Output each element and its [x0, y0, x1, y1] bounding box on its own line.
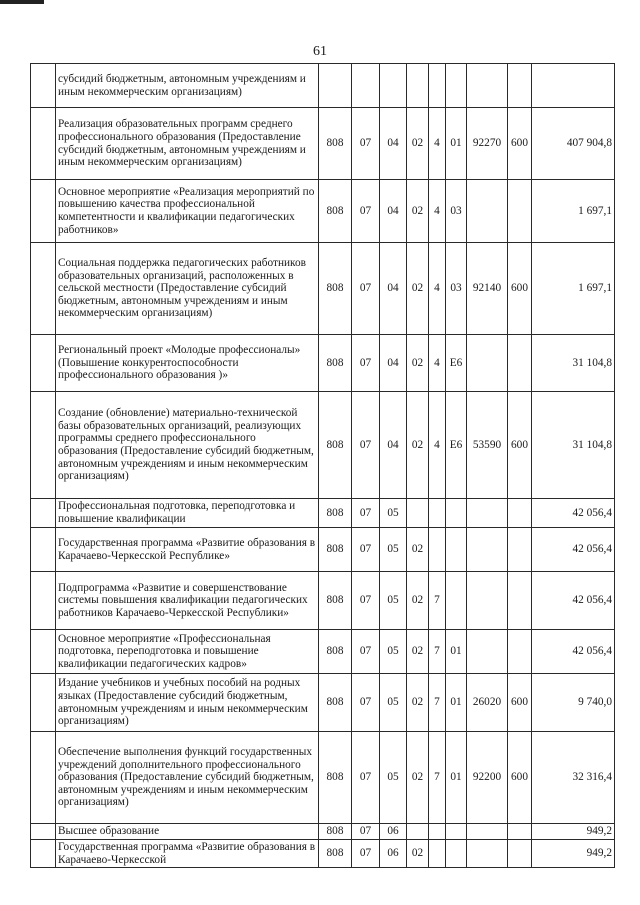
- row-code-program: 02: [407, 572, 429, 630]
- row-code-razdel: 07: [352, 108, 380, 180]
- table-row: [31, 572, 615, 630]
- row-code-grs: 808: [319, 674, 352, 732]
- row-code-grs: 808: [319, 499, 352, 528]
- row-code-expense-type: [508, 499, 532, 528]
- row-code-direction: 92270: [467, 108, 508, 180]
- row-code-razdel: [352, 64, 380, 108]
- row-blank-cell: [31, 674, 56, 732]
- row-sum: 31 104,8: [532, 335, 615, 392]
- table-row: [31, 335, 615, 392]
- row-code-program: 02: [407, 840, 429, 868]
- row-code-event: [446, 499, 467, 528]
- row-code-razdel: 07: [352, 180, 380, 243]
- row-code-direction: 26020: [467, 674, 508, 732]
- table-row: [31, 824, 615, 840]
- row-code-program: 02: [407, 674, 429, 732]
- table-row: [31, 630, 615, 674]
- row-code-expense-type: [508, 335, 532, 392]
- row-sum: 42 056,4: [532, 630, 615, 674]
- row-name: Издание учебников и учебных пособий на родных языках (Предоставление субсидий бюджетным, автономным учреждениям и иным некоммерческим организациям): [56, 674, 319, 732]
- row-blank-cell: [31, 732, 56, 824]
- row-code-event: [446, 840, 467, 868]
- row-code-podrazdel: 04: [380, 335, 407, 392]
- row-code-razdel: 07: [352, 630, 380, 674]
- row-code-grs: 808: [319, 840, 352, 868]
- row-code-podrazdel: 05: [380, 499, 407, 528]
- table-row: [31, 674, 615, 732]
- row-code-podrazdel: 05: [380, 528, 407, 572]
- row-code-direction: [467, 180, 508, 243]
- row-code-expense-type: 600: [508, 732, 532, 824]
- row-code-expense-type: [508, 824, 532, 840]
- row-sum: 1 697,1: [532, 243, 615, 335]
- row-code-razdel: 07: [352, 732, 380, 824]
- row-blank-cell: [31, 243, 56, 335]
- table-row: [31, 108, 615, 180]
- row-code-subprogram: [429, 64, 446, 108]
- row-code-razdel: 07: [352, 674, 380, 732]
- row-name: Основное мероприятие «Профессиональная подготовка, переподготовка и повышение квалификации педагогических кадров»: [56, 630, 319, 674]
- table-row: [31, 840, 615, 868]
- row-code-event: 03: [446, 243, 467, 335]
- row-blank-cell: [31, 824, 56, 840]
- row-code-subprogram: 4: [429, 335, 446, 392]
- row-code-grs: 808: [319, 528, 352, 572]
- row-code-event: E6: [446, 335, 467, 392]
- budget-table-body: [31, 64, 615, 868]
- row-code-program: 02: [407, 630, 429, 674]
- row-sum: 31 104,8: [532, 392, 615, 499]
- row-name: Социальная поддержка педагогических работников образовательных организаций, расположенных в сельской местности (Предоставление субсидий бюджетным, автономным учреждениям и иным некоммерческим организациям): [56, 243, 319, 335]
- row-code-subprogram: 7: [429, 572, 446, 630]
- row-code-grs: [319, 64, 352, 108]
- row-code-subprogram: 4: [429, 392, 446, 499]
- row-code-event: 01: [446, 630, 467, 674]
- row-code-direction: [467, 335, 508, 392]
- row-code-podrazdel: [380, 64, 407, 108]
- row-code-direction: 53590: [467, 392, 508, 499]
- row-name: субсидий бюджетным, автономным учреждениям и иным некоммерческим организациям): [56, 64, 319, 108]
- row-code-event: [446, 64, 467, 108]
- row-code-grs: 808: [319, 180, 352, 243]
- row-blank-cell: [31, 840, 56, 868]
- row-code-event: 03: [446, 180, 467, 243]
- table-row: [31, 180, 615, 243]
- row-code-podrazdel: 05: [380, 732, 407, 824]
- row-code-subprogram: 7: [429, 630, 446, 674]
- row-code-subprogram: [429, 840, 446, 868]
- row-code-razdel: 07: [352, 335, 380, 392]
- row-code-subprogram: [429, 824, 446, 840]
- row-code-subprogram: 7: [429, 732, 446, 824]
- row-code-direction: 92200: [467, 732, 508, 824]
- row-code-subprogram: 7: [429, 674, 446, 732]
- row-code-subprogram: [429, 499, 446, 528]
- row-name: Основное мероприятие «Реализация мероприятий по повышению качества профессиональной компетентности и квалификации педагогических работников»: [56, 180, 319, 243]
- row-blank-cell: [31, 392, 56, 499]
- row-code-program: 02: [407, 180, 429, 243]
- row-code-program: 02: [407, 732, 429, 824]
- row-blank-cell: [31, 108, 56, 180]
- row-code-direction: [467, 64, 508, 108]
- row-code-program: [407, 499, 429, 528]
- row-name: Региональный проект «Молодые профессионалы» (Повышение конкурентоспособности профессионального образования )»: [56, 335, 319, 392]
- row-blank-cell: [31, 630, 56, 674]
- row-code-program: 02: [407, 108, 429, 180]
- scan-edge-mark: [0, 0, 44, 4]
- row-code-direction: [467, 824, 508, 840]
- row-blank-cell: [31, 499, 56, 528]
- row-code-direction: [467, 572, 508, 630]
- row-code-expense-type: 600: [508, 392, 532, 499]
- row-code-event: [446, 572, 467, 630]
- row-code-expense-type: 600: [508, 108, 532, 180]
- row-code-direction: [467, 528, 508, 572]
- table-row: [31, 392, 615, 499]
- page-number: 61: [313, 44, 327, 59]
- row-name: Создание (обновление) материально-технической базы образовательных организаций, реализующих программы среднего профессионального образования (Предоставление субсидий бюджетным, автономным учреждениям и иным некоммерческим организациям): [56, 392, 319, 499]
- row-code-podrazdel: 05: [380, 572, 407, 630]
- row-code-podrazdel: 04: [380, 108, 407, 180]
- row-code-podrazdel: 04: [380, 243, 407, 335]
- row-code-program: [407, 64, 429, 108]
- row-code-podrazdel: 04: [380, 180, 407, 243]
- row-sum: 9 740,0: [532, 674, 615, 732]
- row-code-grs: 808: [319, 732, 352, 824]
- row-sum: 32 316,4: [532, 732, 615, 824]
- row-blank-cell: [31, 180, 56, 243]
- row-code-grs: 808: [319, 824, 352, 840]
- row-blank-cell: [31, 64, 56, 108]
- row-name: Профессиональная подготовка, переподготовка и повышение квалификации: [56, 499, 319, 528]
- row-code-subprogram: 4: [429, 243, 446, 335]
- table-row: [31, 243, 615, 335]
- row-code-event: 01: [446, 674, 467, 732]
- row-code-subprogram: 4: [429, 180, 446, 243]
- row-code-razdel: 07: [352, 528, 380, 572]
- row-sum: 407 904,8: [532, 108, 615, 180]
- row-code-program: 02: [407, 335, 429, 392]
- row-code-program: 02: [407, 243, 429, 335]
- row-code-subprogram: [429, 528, 446, 572]
- row-code-event: [446, 824, 467, 840]
- table-row: [31, 528, 615, 572]
- row-name: Обеспечение выполнения функций государственных учреждений дополнительного профессионального образования (Предоставление субсидий бюджетным, автономным учреждениям и иным некоммерческим организациям): [56, 732, 319, 824]
- row-code-program: 02: [407, 392, 429, 499]
- row-code-podrazdel: 06: [380, 824, 407, 840]
- row-code-direction: [467, 630, 508, 674]
- row-code-event: 01: [446, 732, 467, 824]
- row-code-expense-type: [508, 180, 532, 243]
- row-code-podrazdel: 06: [380, 840, 407, 868]
- row-code-program: 02: [407, 528, 429, 572]
- row-code-razdel: 07: [352, 824, 380, 840]
- row-code-expense-type: 600: [508, 674, 532, 732]
- row-sum: [532, 64, 615, 108]
- row-name: Реализация образовательных программ среднего профессионального образования (Предоставление субсидий бюджетным, автономным учреждениям и иным некоммерческим организациям): [56, 108, 319, 180]
- row-code-event: [446, 528, 467, 572]
- row-code-expense-type: 600: [508, 243, 532, 335]
- row-code-razdel: 07: [352, 840, 380, 868]
- row-code-expense-type: [508, 64, 532, 108]
- row-name: Государственная программа «Развитие образования в Карачаево-Черкесской Республике»: [56, 528, 319, 572]
- row-blank-cell: [31, 572, 56, 630]
- row-code-grs: 808: [319, 243, 352, 335]
- row-name: Государственная программа «Развитие образования в Карачаево-Черкесской: [56, 840, 319, 868]
- row-code-razdel: 07: [352, 243, 380, 335]
- row-code-event: 01: [446, 108, 467, 180]
- row-code-podrazdel: 05: [380, 674, 407, 732]
- row-code-podrazdel: 05: [380, 630, 407, 674]
- row-code-expense-type: [508, 528, 532, 572]
- table-row: [31, 732, 615, 824]
- row-blank-cell: [31, 335, 56, 392]
- row-code-grs: 808: [319, 630, 352, 674]
- row-code-razdel: 07: [352, 499, 380, 528]
- budget-table: [30, 63, 615, 868]
- row-code-event: E6: [446, 392, 467, 499]
- row-code-razdel: 07: [352, 392, 380, 499]
- row-code-expense-type: [508, 572, 532, 630]
- table-row: [31, 499, 615, 528]
- row-sum: 42 056,4: [532, 572, 615, 630]
- row-name: Подпрограмма «Развитие и совершенствование системы повышения квалификации педагогических работников Карачаево-Черкесской Республики»: [56, 572, 319, 630]
- row-name: Высшее образование: [56, 824, 319, 840]
- row-sum: 949,2: [532, 840, 615, 868]
- row-code-expense-type: [508, 840, 532, 868]
- row-code-grs: 808: [319, 335, 352, 392]
- row-code-grs: 808: [319, 392, 352, 499]
- row-code-direction: [467, 840, 508, 868]
- row-code-podrazdel: 04: [380, 392, 407, 499]
- table-row: [31, 64, 615, 108]
- row-blank-cell: [31, 528, 56, 572]
- row-code-grs: 808: [319, 572, 352, 630]
- row-code-grs: 808: [319, 108, 352, 180]
- row-code-direction: 92140: [467, 243, 508, 335]
- row-code-subprogram: 4: [429, 108, 446, 180]
- row-sum: 949,2: [532, 824, 615, 840]
- row-code-direction: [467, 499, 508, 528]
- row-sum: 42 056,4: [532, 499, 615, 528]
- row-code-razdel: 07: [352, 572, 380, 630]
- row-sum: 42 056,4: [532, 528, 615, 572]
- row-sum: 1 697,1: [532, 180, 615, 243]
- row-code-expense-type: [508, 630, 532, 674]
- row-code-program: [407, 824, 429, 840]
